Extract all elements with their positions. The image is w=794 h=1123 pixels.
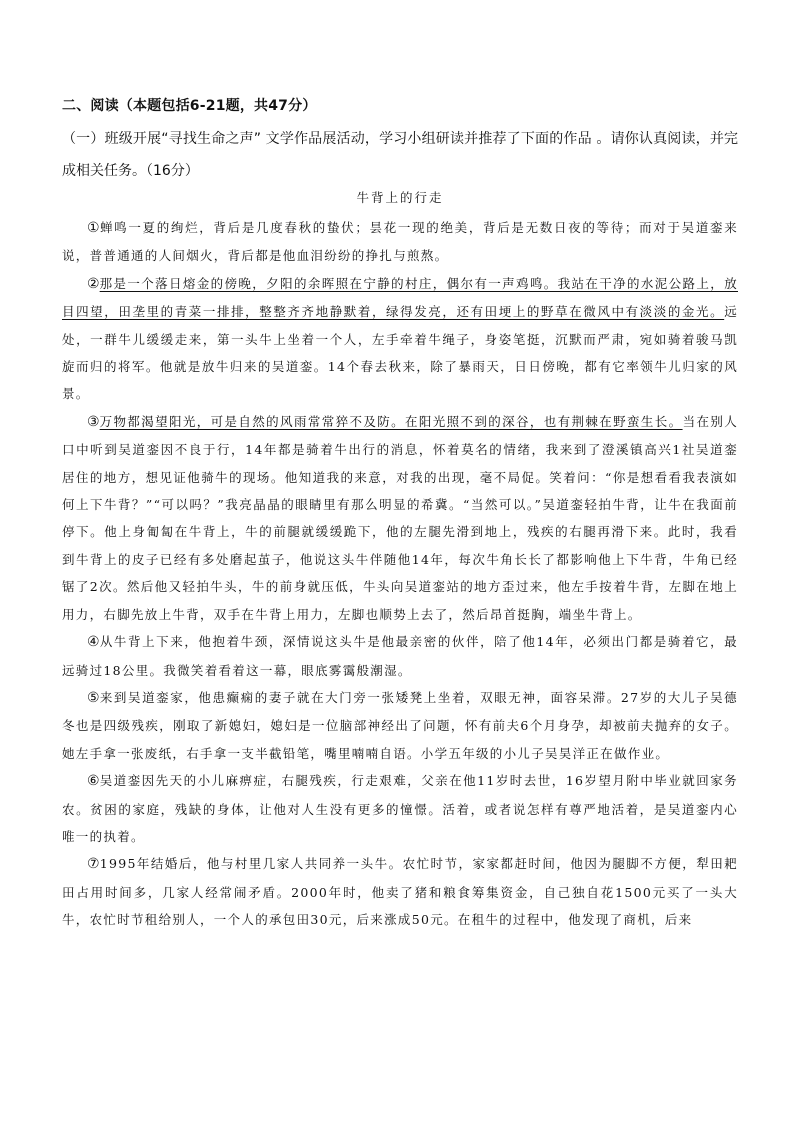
article-paragraph — [62, 850, 738, 933]
article-title: 牛背上的行走 — [356, 190, 444, 205]
paragraph-text: 来到吴道銮家，他患癫痫的妻子就在大门旁一张矮凳上坐着，双眼无神，面容呆滞。27岁的大儿子吴德冬也是四级残疾，刚取了新媳妇，媳妇是一位脑部神经出了问题，怀有前夫6个月身孕，却被前夫抛弃的女子。她左手拿一张废纸，右手拿一支半截铅笔，嘴里喃喃自语。小学五年级的小儿子吴昊洋正在做作业。 — [62, 689, 738, 761]
paragraph-text: 蝉鸣一夏的绚烂，背后是几度春秋的蛰伏；昙花一现的绝美，背后是无数日夜的等待；而对于吴道銮来说，普普通通的人间烟火，背后都是他血泪纷纷的挣扎与煎熬。 — [62, 220, 738, 264]
paragraph-number: ⑤ — [87, 689, 100, 706]
article-paragraph — [62, 767, 738, 850]
paragraph-text: 吴道銮因先天的小儿麻痹症，右腿残疾，行走艰难，父亲在他11岁时去世，16岁望月附中毕业就回家务农。贫困的家庭，残缺的身体，让他对人生没有更多的憧憬。活着，或者说怎样有尊严地活着，是吴道銮内心唯一的执着。 — [62, 773, 738, 844]
paragraph-number: ⑦ — [87, 856, 100, 873]
paragraph-text: 当在别人口中听到吴道銮因不良于行，14年都是骑着牛出行的消息，怀着莫名的情绪，我来到了澄溪镇高兴1社吴道銮居住的地方，想见证他骑牛的现场。他知道我的来意，对我的出现，毫不局促。笑着问：“你是想看看我表演如何上下牛背？”“可以吗？”我亮晶晶的眼睛里有那么明显的希冀。“当然可以。”吴道銮轻拍牛背，让牛在我面前停下。他上身匍匐在牛背上，牛的前腿就缓缓跪下，他的左腿先滑到地上，残疾的右腿再滑下来。此时，我看到牛背上的皮子已经有多处磨起茧子，他说这头牛伴随他14年，每次牛角长长了都影响他上下牛背，牛角已经锯了2次。然后他又轻拍牛头，牛的前身就压低，牛头向吴道銮站的地方歪过来，他左手按着牛背，左脚在地上用力，右脚先放上牛背，双手在牛背上用力，左脚也顺势上去了，然后昂首挺胸，端坐牛背上。 — [62, 413, 738, 622]
paragraph-text: 远处，一群牛儿缓缓走来，第一头牛上坐着一个人，左手牵着牛绳子，身姿笔挺，沉默而严肃，宛如骑着骏马凯旋而归的将军。他就是放牛归来的吴道銮。14个春去秋来，除了暴雨天，日日傍晚，都有它率领牛儿归家的风景。 — [62, 304, 738, 402]
paragraph-number: ① — [87, 220, 100, 236]
paragraph-text: 1995年结婚后，他与村里几家人共同养一头牛。农忙时节，家家都赶时间，他因为腿脚不方便，犁田耙田占用时间多，几家人经常闹矛盾。2000年时，他卖了猪和粮食筹集资金，自己独自花1500元买了一头大牛，农忙时节租给别人，一个人的承包田30元，后来涨成50元。在租牛的过程中，他发现了商机，后来 — [62, 856, 738, 928]
article-paragraph — [62, 270, 738, 408]
underlined-passage: 万物都渴望阳光，可是自然的风雨常常猝不及防。在阳光照不到的深谷，也有荆棘在野蛮生长。 — [99, 413, 683, 429]
paragraph-number: ② — [87, 275, 100, 292]
task-intro: （一）班级开展“寻找生命之声” 文学作品展活动，学习小组研读并推荐了下面的作品 。请你认真阅读，并完成相关任务。（16分） — [62, 131, 738, 179]
paragraph-number: ⑥ — [87, 773, 100, 790]
section-heading: 二、阅读（本题包括6-21题，共47分） — [62, 98, 317, 114]
paragraph-number: ④ — [87, 634, 100, 651]
article-body — [62, 214, 738, 934]
paragraph-text: 从牛背上下来，他抱着牛颈，深情说这头牛是他最亲密的伙伴，陪了他14年，必须出门都是骑着它，最远骑过18公里。我微笑着看着这一幕，眼底雾霭般潮湿。 — [62, 634, 738, 678]
article-paragraph — [62, 628, 738, 684]
article-paragraph — [62, 214, 738, 270]
paragraph-number: ③ — [87, 413, 100, 430]
underlined-passage: 那是一个落日熔金的傍晚，夕阳的余晖照在宁静的村庄，偶尔有一声鸡鸣。我站在干净的水泥公路上，放目四望，田垄里的青菜一排排，整整齐齐地静默着，绿得发亮，还有田埂上的野草在微风中有淡淡的金光。 — [62, 275, 738, 320]
article-paragraph — [62, 684, 738, 767]
article-paragraph — [62, 408, 738, 628]
